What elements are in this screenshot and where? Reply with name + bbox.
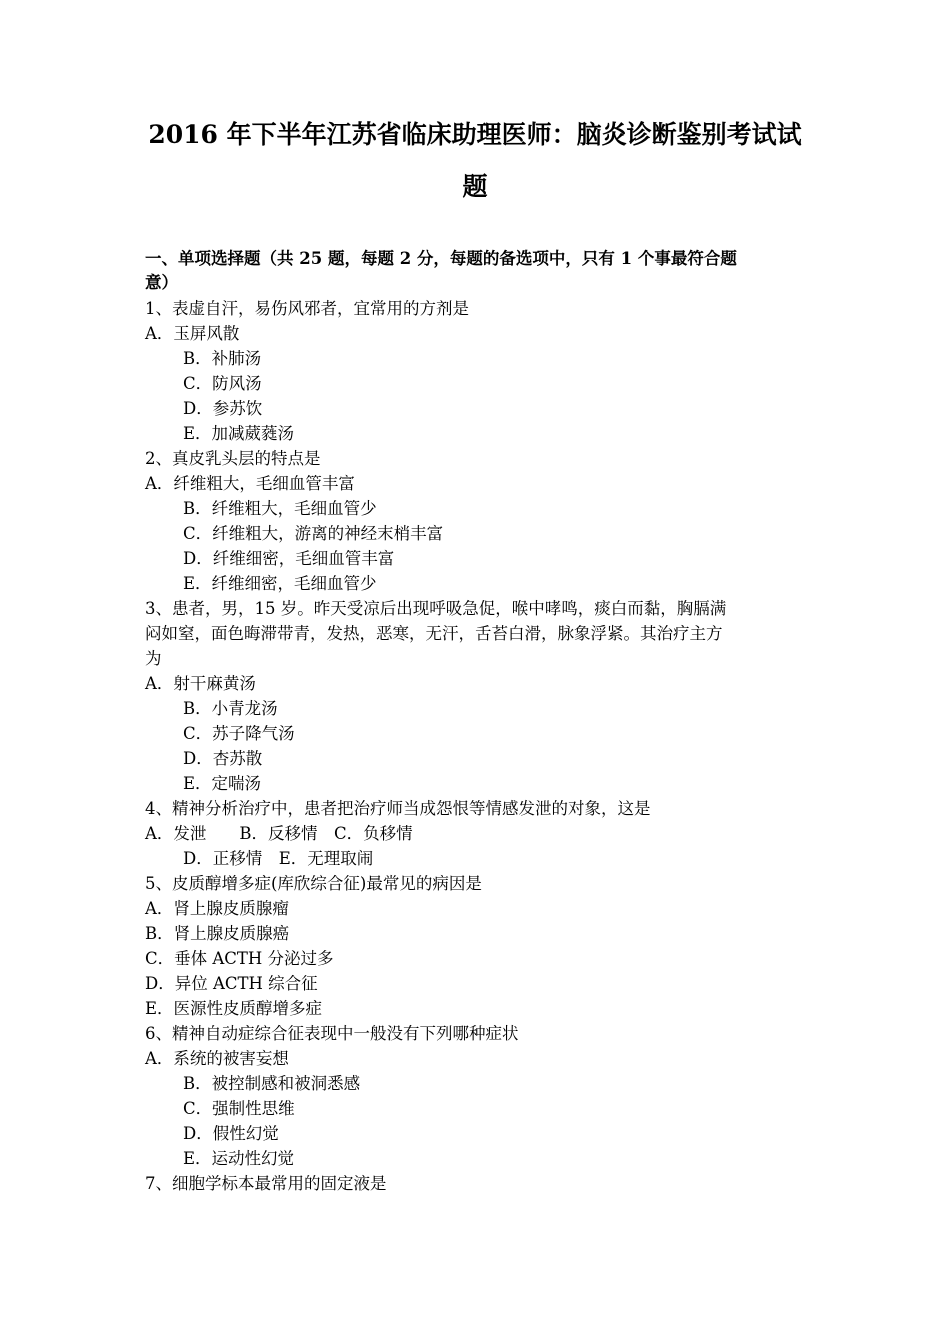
question-stem: 闷如窒，面色晦滞带青，发热，恶寒，无汗，舌苔白滑，脉象浮紧。其治疗主方: [145, 624, 723, 643]
answer-option: C．强制性思维: [183, 1099, 295, 1118]
answer-option: B．被控制感和被洞悉感: [183, 1074, 361, 1093]
question-stem: 7、细胞学标本最常用的固定液是: [145, 1174, 387, 1193]
question-stem: 4、精神分析治疗中，患者把治疗师当成怨恨等情感发泄的对象，这是: [145, 799, 651, 818]
answer-option: A．纤维粗大，毛细血管丰富: [145, 474, 355, 493]
question-stem: 6、精神自动症综合征表现中一般没有下列哪种症状: [145, 1024, 519, 1043]
answer-option: D．纤维细密，毛细血管丰富: [183, 549, 395, 568]
answer-option: E．纤维细密，毛细血管少: [183, 574, 377, 593]
answer-option: C．苏子降气汤: [183, 724, 295, 743]
answer-option: A．肾上腺皮质腺瘤: [145, 899, 289, 918]
document-title-line-1: 2016 年下半年江苏省临床助理医师：脑炎诊断鉴别考试试: [148, 120, 802, 149]
question-stem: 1、表虚自汗，易伤风邪者，宜常用的方剂是: [145, 299, 469, 318]
answer-option: A．射干麻黄汤: [145, 674, 256, 693]
answer-option: A．系统的被害妄想: [145, 1049, 289, 1068]
answer-option: D．异位 ACTH 综合征: [145, 974, 318, 993]
answer-option: B．纤维粗大，毛细血管少: [183, 499, 377, 518]
answer-option: D．假性幻觉: [183, 1124, 279, 1143]
question-stem: 5、皮质醇增多症(库欣综合征)最常见的病因是: [145, 874, 482, 893]
answer-option: D．正移情 E．无理取闹: [183, 849, 374, 868]
answer-option: D．参苏饮: [183, 399, 263, 418]
section-heading-line-1: 一、单项选择题（共 25 题，每题 2 分，每题的备选项中，只有 1 个事最符合题: [145, 249, 737, 268]
answer-option: C．纤维粗大，游离的神经末梢丰富: [183, 524, 444, 543]
answer-option: A．发泄 B．反移情 C．负移情: [145, 824, 413, 843]
answer-option: E．运动性幻觉: [183, 1149, 295, 1168]
answer-option: B．肾上腺皮质腺癌: [145, 924, 290, 943]
section-heading-line-2: 意）: [145, 273, 178, 292]
question-stem: 2、真皮乳头层的特点是: [145, 449, 321, 468]
answer-option: C．垂体 ACTH 分泌过多: [145, 949, 334, 968]
question-list: [145, 296, 825, 1196]
question-stem: 3、患者，男，15 岁。昨天受凉后出现呼吸急促，喉中哮鸣，痰白而黏，胸膈满: [145, 599, 727, 618]
answer-option: E．加减葳蕤汤: [183, 424, 295, 443]
answer-option: A．玉屏风散: [145, 324, 240, 343]
question-stem: 为: [145, 649, 162, 668]
answer-option: B．补肺汤: [183, 349, 262, 368]
answer-option: D．杏苏散: [183, 749, 263, 768]
answer-option: E．医源性皮质醇增多症: [145, 999, 323, 1018]
document-title-line-2: 题: [462, 172, 488, 201]
answer-option: C．防风汤: [183, 374, 262, 393]
answer-option: E．定喘汤: [183, 774, 262, 793]
section-heading: [145, 247, 815, 295]
answer-option: B．小青龙汤: [183, 699, 278, 718]
